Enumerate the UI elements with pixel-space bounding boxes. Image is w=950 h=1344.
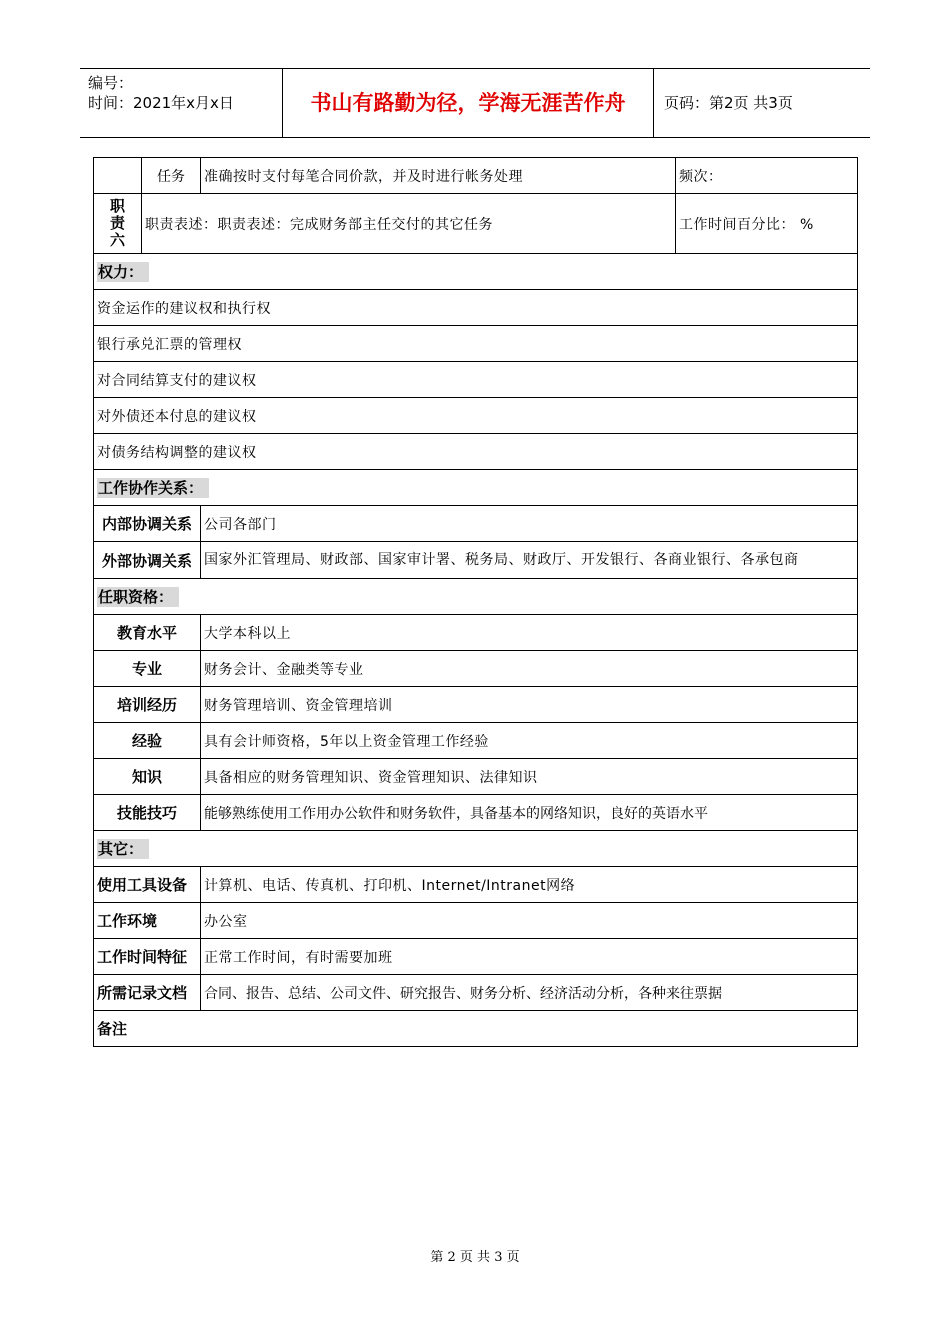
- experience-value: 具有会计师资格，5年以上资金管理工作经验: [201, 723, 858, 759]
- document-number-label: 编号：: [88, 74, 134, 92]
- knowledge-label: 知识: [94, 759, 201, 795]
- table-row: [94, 759, 858, 795]
- task-text: 准确按时支付每笔合同价款，并及时进行帐务处理: [201, 158, 676, 194]
- records-label: 所需记录文档: [94, 975, 201, 1011]
- relations-section: [94, 470, 858, 506]
- power-item: 资金运作的建议权和执行权: [94, 290, 858, 326]
- task-row: [94, 158, 858, 194]
- table-row: [94, 506, 858, 542]
- table-row: [94, 542, 858, 579]
- header-page-number: 页码：第2页 共3页: [664, 94, 793, 112]
- relations-title: 工作协作关系：: [94, 470, 858, 506]
- header-meta: [88, 73, 234, 113]
- task-label: 任务: [142, 158, 201, 194]
- table-row: [94, 795, 858, 831]
- table-row: [94, 615, 858, 651]
- table-row: [94, 903, 858, 939]
- tools-value: 计算机、电话、传真机、打印机、Internet/Intranet网络: [201, 867, 858, 903]
- internal-relations-value: 公司各部门: [201, 506, 858, 542]
- page-footer: 第 2 页 共 3 页: [430, 1250, 520, 1265]
- job-description-table: [93, 157, 858, 1047]
- duty6-description: 职责表述：职责表述：完成财务部主任交付的其它任务: [142, 194, 676, 254]
- list-item: [94, 434, 858, 470]
- training-value: 财务管理培训、资金管理培训: [201, 687, 858, 723]
- duty6-label: 职责六: [94, 194, 142, 254]
- table-row: [94, 651, 858, 687]
- education-value: 大学本科以上: [201, 615, 858, 651]
- major-value: 财务会计、金融类等专业: [201, 651, 858, 687]
- list-item: [94, 398, 858, 434]
- major-label: 专业: [94, 651, 201, 687]
- external-relations-label: 外部协调关系: [94, 542, 201, 579]
- internal-relations-label: 内部协调关系: [94, 506, 201, 542]
- power-item: 银行承兑汇票的管理权: [94, 326, 858, 362]
- table-row: [94, 723, 858, 759]
- other-title: 其它：: [94, 831, 858, 867]
- power-section: [94, 254, 858, 290]
- power-item: 对外债还本付息的建议权: [94, 398, 858, 434]
- document-time-label: 时间：2021年x月x日: [88, 94, 234, 112]
- environment-value: 办公室: [201, 903, 858, 939]
- table-row: [94, 939, 858, 975]
- records-value: 合同、报告、总结、公司文件、研究报告、财务分析、经济活动分析，各种来往票据: [201, 975, 858, 1011]
- skills-value: 能够熟练使用工作用办公软件和财务软件，具备基本的网络知识，良好的英语水平: [201, 795, 858, 831]
- power-item: 对合同结算支付的建议权: [94, 362, 858, 398]
- list-item: [94, 326, 858, 362]
- external-relations-value: 国家外汇管理局、财政部、国家审计署、税务局、财政厅、开发银行、各商业银行、各承包商: [201, 542, 858, 579]
- table-row: [94, 867, 858, 903]
- qualification-title: 任职资格：: [94, 579, 858, 615]
- power-title: 权力：: [94, 254, 858, 290]
- power-item: 对债务结构调整的建议权: [94, 434, 858, 470]
- header-motto: 书山有路勤为径，学海无涯苦作舟: [310, 91, 626, 115]
- environment-label: 工作环境: [94, 903, 201, 939]
- list-item: [94, 290, 858, 326]
- duty6-row: [94, 194, 858, 254]
- page-header: [80, 68, 870, 138]
- tools-label: 使用工具设备: [94, 867, 201, 903]
- knowledge-value: 具备相应的财务管理知识、资金管理知识、法律知识: [201, 759, 858, 795]
- training-label: 培训经历: [94, 687, 201, 723]
- remark-row: [94, 1011, 858, 1047]
- education-label: 教育水平: [94, 615, 201, 651]
- work-time-label: 工作时间特征: [94, 939, 201, 975]
- remark-label: 备注: [94, 1011, 858, 1047]
- time-percent-label: 工作时间百分比： %: [676, 194, 858, 254]
- frequency-label: 频次：: [676, 158, 858, 194]
- table-row: [94, 975, 858, 1011]
- other-section: [94, 831, 858, 867]
- qualification-section: [94, 579, 858, 615]
- experience-label: 经验: [94, 723, 201, 759]
- header-divider: [653, 69, 654, 137]
- task-row-spacer: [94, 158, 142, 194]
- list-item: [94, 362, 858, 398]
- work-time-value: 正常工作时间，有时需要加班: [201, 939, 858, 975]
- table-row: [94, 687, 858, 723]
- skills-label: 技能技巧: [94, 795, 201, 831]
